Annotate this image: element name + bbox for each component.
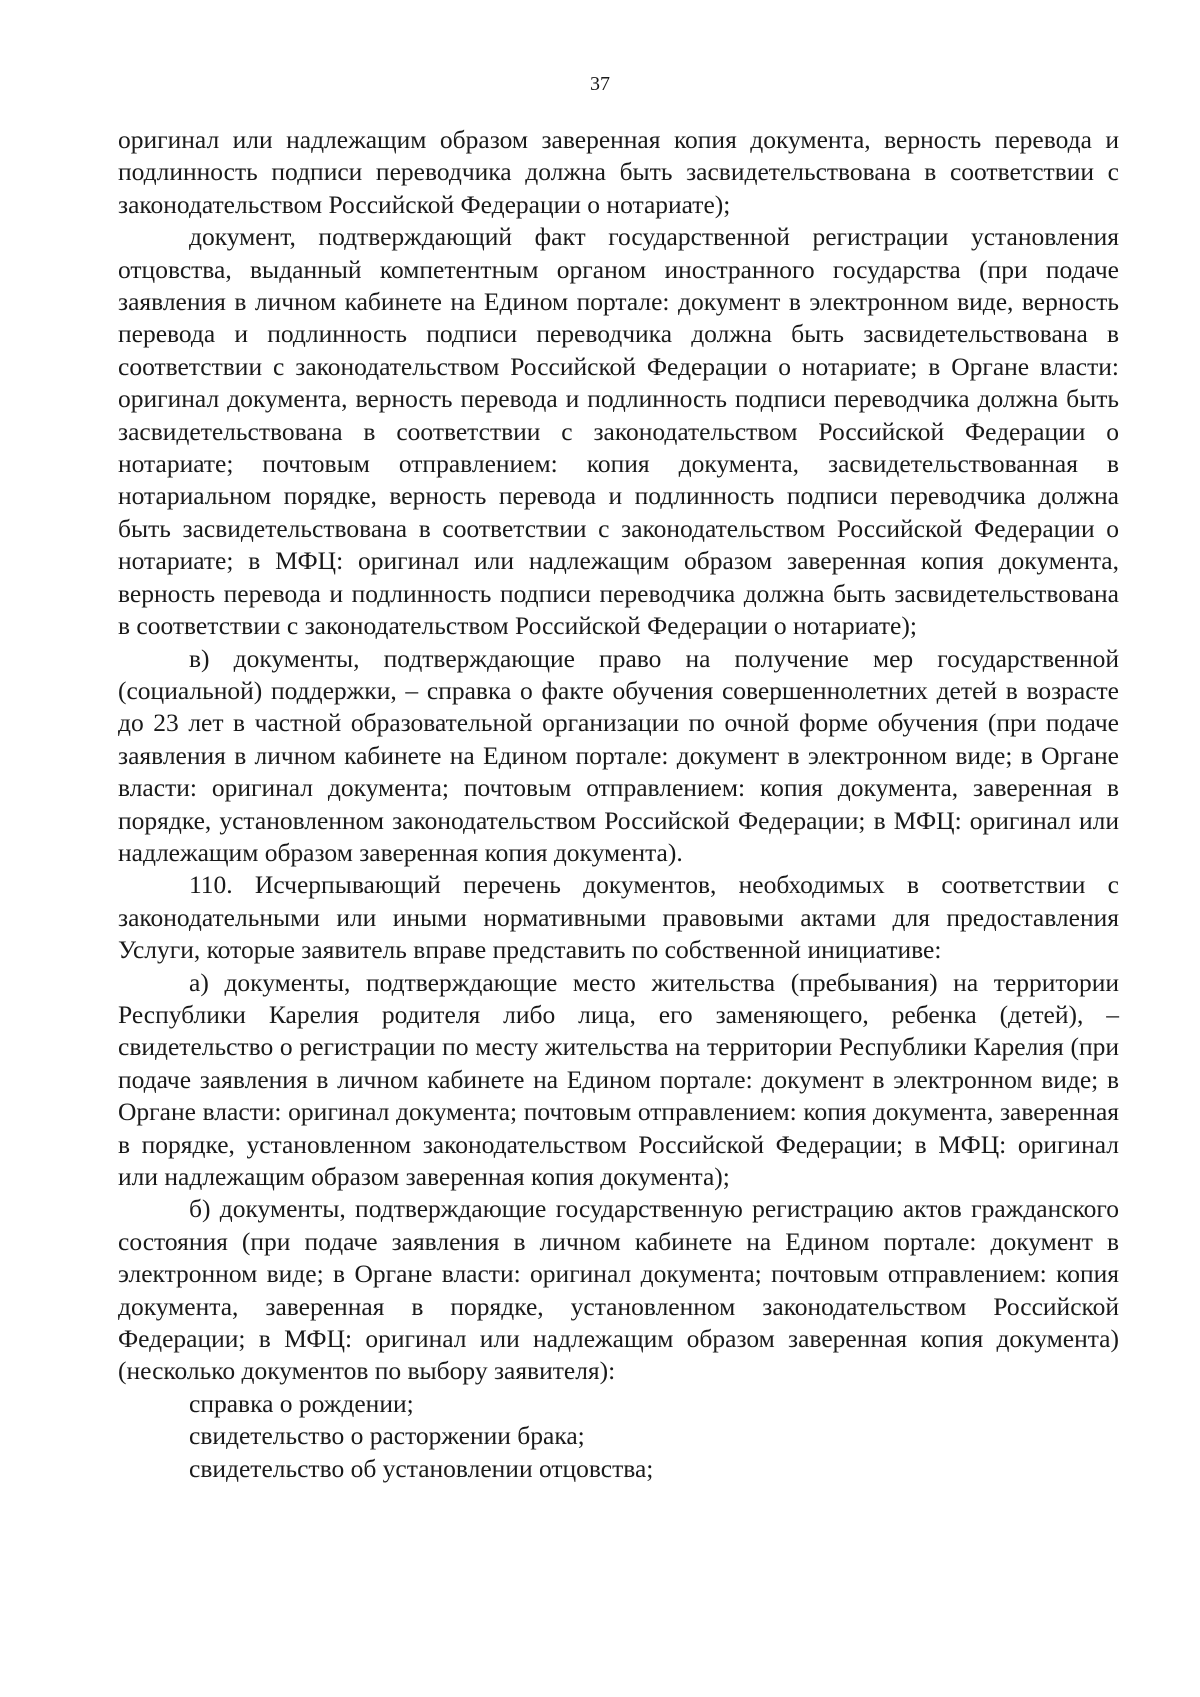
list-item-divorce-certificate: свидетельство о расторжении брака;: [189, 1421, 585, 1451]
paragraph-item-v: в) документы, подтверждающие право на получение мер государственной (социальной) поддержки, – справка о факте обучения совершеннолетних детей в возрасте до 23 лет в частной образовательной организации по очной форме обучения (при подаче заявления в личном кабинете на Едином портале: документ в электронном виде; в Органе власти: оригинал документа; почтовым отправлением: копия документа, заверенная в порядке, установленном законодательством Российской Федерации; в МФЦ: оригинал или надлежащим образом заверенная копия документа).: [118, 643, 1119, 867]
paragraph-item-b: б) документы, подтверждающие государственную регистрацию актов гражданского состояния (при подаче заявления в личном кабинете на Едином портале: документ в электронном виде; в Органе власти: оригинал документа; почтовым отправлением: копия документа, заверенная в порядке, установленном законодательством Российской Федерации; в МФЦ: оригинал или надлежащим образом заверенная копия документа) (несколько документов по выбору заявителя):: [118, 1194, 1119, 1386]
document-body: [118, 124, 1119, 1485]
paragraph-paternity-document: документ, подтверждающий факт государственной регистрации установления отцовства, выданный компетентным органом иностранного государства (при подаче заявления в личном кабинете на Едином портале: документ в электронном виде, верность перевода и подлинность подписи переводчика должна быть засвидетельствована в соответствии с законодательством Российской Федерации о нотариате; в Органе власти: оригинал документа, верность перевода и подлинность подписи переводчика должна быть засвидетельствована в соответствии с законодательством Российской Федерации о нотариате; почтовым отправлением: копия документа, засвидетельствованная в нотариальном порядке, верность перевода и подлинность подписи переводчика должна быть засвидетельствована в соответствии с законодательством Российской Федерации о нотариате; в МФЦ: оригинал или надлежащим образом заверенная копия документа, верность перевода и подлинность подписи переводчика должна быть засвидетельствована в соответствии с законодательством Российской Федерации о нотариате);: [118, 222, 1119, 641]
list-item-birth-certificate: справка о рождении;: [189, 1388, 414, 1418]
list-item-paternity-certificate: свидетельство об установлении отцовства;: [189, 1453, 654, 1483]
paragraph-item-a: а) документы, подтверждающие место жительства (пребывания) на территории Республики Карелия родителя либо лица, его заменяющего, ребенка (детей), – свидетельство о регистрации по месту жительства на территории Республики Карелия (при подаче заявления в личном кабинете на Едином портале: документ в электронном виде; в Органе власти: оригинал документа; почтовым отправлением: копия документа, заверенная в порядке, установленном законодательством Российской Федерации; в МФЦ: оригинал или надлежащим образом заверенная копия документа);: [118, 967, 1119, 1191]
page-number: 37: [590, 73, 610, 95]
paragraph-continuation: оригинал или надлежащим образом заверенная копия документа, верность перевода и подлинность подписи переводчика должна быть засвидетельствована в соответствии с законодательством Российской Федерации о нотариате);: [118, 125, 1119, 219]
paragraph-110: 110. Исчерпывающий перечень документов, необходимых в соответствии с законодательными или иными нормативными правовыми актами для предоставления Услуги, которые заявитель вправе представить по собственной инициативе:: [118, 870, 1119, 965]
